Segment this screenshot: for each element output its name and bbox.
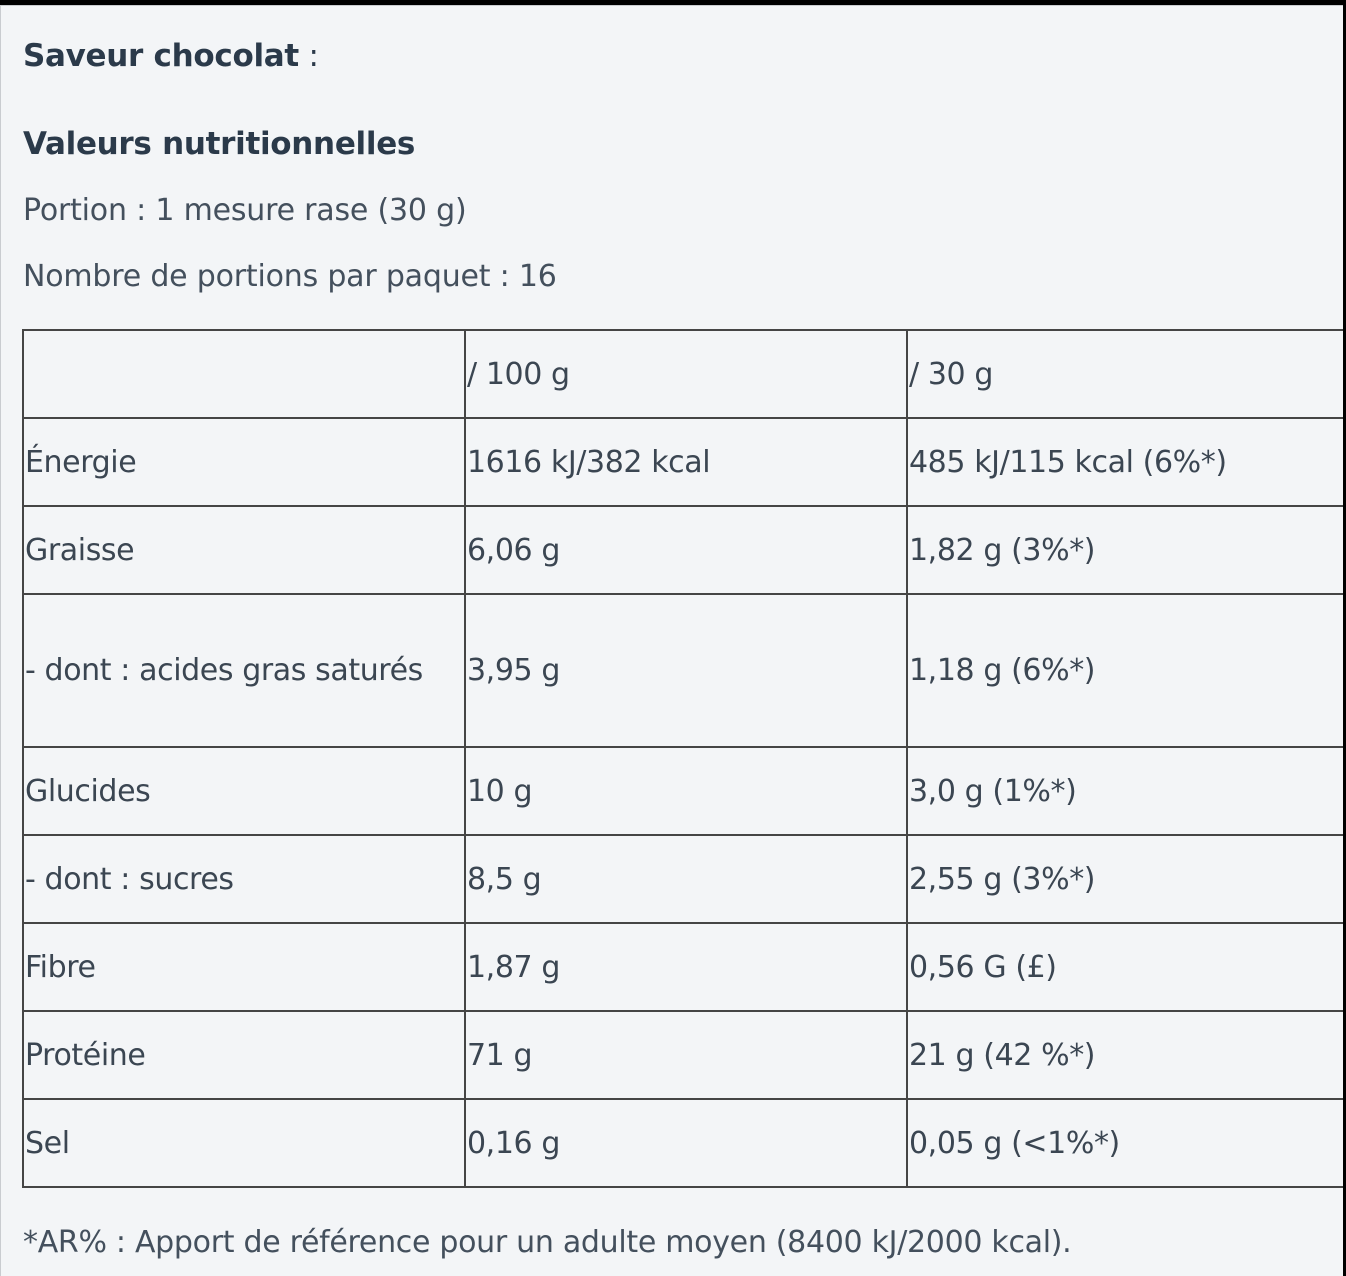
- value-per-100g: 3,95 g: [465, 594, 907, 747]
- value-per-30g: 1,18 g (6%*): [907, 594, 1343, 747]
- flavor-title: [23, 38, 319, 74]
- table-row: [23, 835, 1343, 923]
- value-per-30g: 0,56 G (£): [907, 923, 1343, 1011]
- table-row: [23, 418, 1343, 506]
- table-row: [23, 1011, 1343, 1099]
- nutrient-name: Protéine: [23, 1011, 465, 1099]
- header-cell-nutrient: [23, 330, 465, 418]
- value-per-30g: 2,55 g (3%*): [907, 835, 1343, 923]
- nutrition-panel: [0, 5, 1343, 1276]
- value-per-30g: 3,0 g (1%*): [907, 747, 1343, 835]
- flavor-name: Saveur chocolat: [23, 38, 299, 74]
- value-per-30g: 485 kJ/115 kcal (6%*): [907, 418, 1343, 506]
- value-per-30g: 1,82 g (3%*): [907, 506, 1343, 594]
- value-per-100g: 1,87 g: [465, 923, 907, 1011]
- nutrition-heading: Valeurs nutritionnelles: [23, 126, 416, 162]
- header-cell-per-30g: / 30 g: [907, 330, 1343, 418]
- value-per-100g: 8,5 g: [465, 835, 907, 923]
- table-row: [23, 594, 1343, 747]
- table-row: [23, 506, 1343, 594]
- flavor-colon: :: [298, 38, 319, 74]
- value-per-100g: 0,16 g: [465, 1099, 907, 1187]
- value-per-30g: 21 g (42 %*): [907, 1011, 1343, 1099]
- nutrient-name: Glucides: [23, 747, 465, 835]
- nutrient-name: - dont : sucres: [23, 835, 465, 923]
- nutrition-table: [22, 329, 1343, 1188]
- servings-info: Nombre de portions par paquet : 16: [23, 259, 557, 294]
- value-per-100g: 10 g: [465, 747, 907, 835]
- nutrient-name: - dont : acides gras saturés: [23, 594, 465, 747]
- portion-info: Portion : 1 mesure rase (30 g): [23, 193, 467, 228]
- table-header-row: [23, 330, 1343, 418]
- nutrient-name: Graisse: [23, 506, 465, 594]
- header-cell-per-100g: / 100 g: [465, 330, 907, 418]
- value-per-30g: 0,05 g (<1%*): [907, 1099, 1343, 1187]
- value-per-100g: 1616 kJ/382 kcal: [465, 418, 907, 506]
- value-per-100g: 6,06 g: [465, 506, 907, 594]
- table-row: [23, 923, 1343, 1011]
- reference-intake-footnote: *AR% : Apport de référence pour un adulte moyen (8400 kJ/2000 kcal).: [23, 1225, 1072, 1260]
- nutrient-name: Sel: [23, 1099, 465, 1187]
- table-row: [23, 747, 1343, 835]
- value-per-100g: 71 g: [465, 1011, 907, 1099]
- nutrient-name: Fibre: [23, 923, 465, 1011]
- nutrient-name: Énergie: [23, 418, 465, 506]
- table-row: [23, 1099, 1343, 1187]
